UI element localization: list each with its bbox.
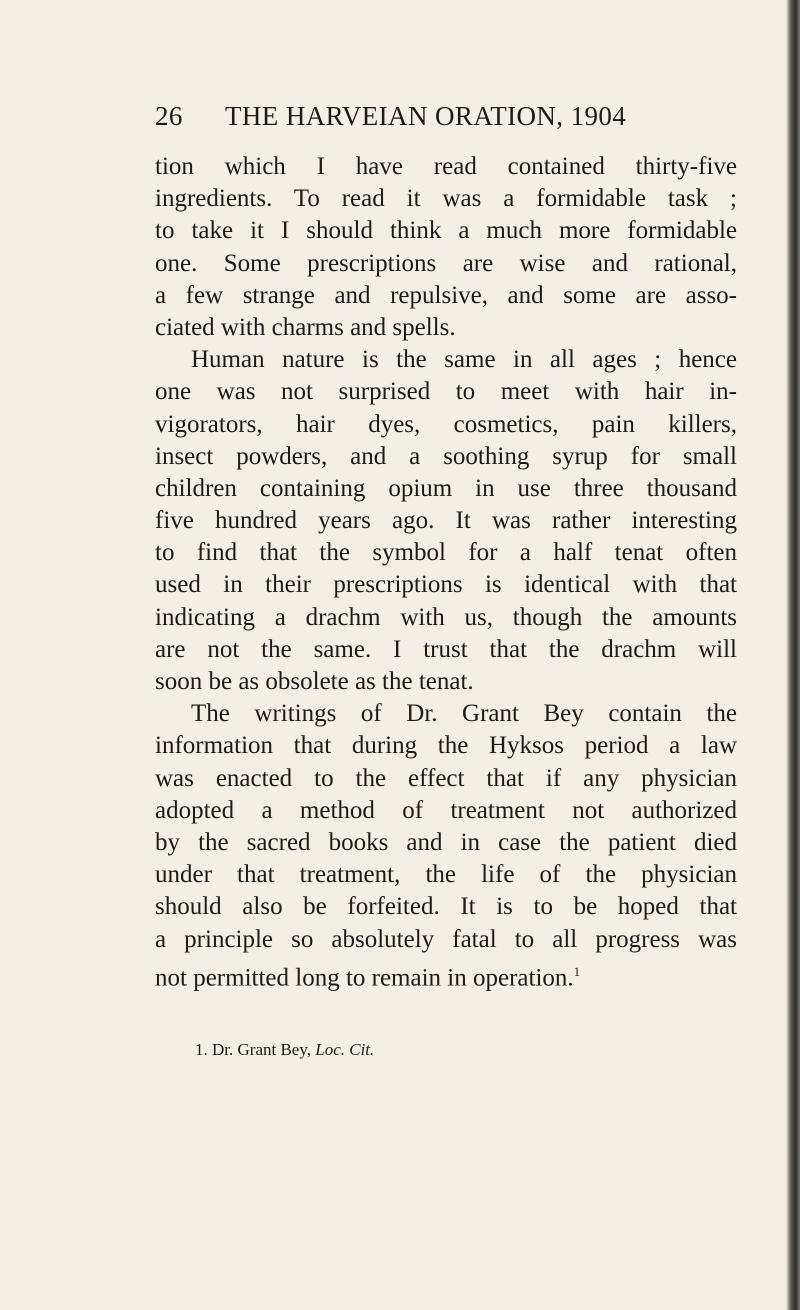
text-line: by the sacred books and in case the patient died [155, 828, 737, 856]
page-edge-shadow [786, 0, 800, 1310]
text-line: should also be forfeited. It is to be hoped that [155, 893, 737, 921]
text-line: five hundred years ago. It was rather interesting [155, 507, 737, 535]
text-line: a principle so absolutely fatal to all progress was [155, 925, 737, 953]
text-line: used in their prescriptions is identical with that [155, 571, 737, 599]
text-line: adopted a method of treatment not authorized [155, 796, 737, 824]
text-line: was enacted to the effect that if any physician [155, 764, 737, 792]
page-number: 26 [155, 101, 183, 131]
text-line: under that treatment, the life of the physician [155, 861, 737, 889]
text-line: ciated with charms and spells. [155, 313, 456, 341]
footnote-marker: 1 [573, 963, 581, 979]
text-line: vigorators, hair dyes, cosmetics, pain killers, [155, 410, 737, 438]
text-line: a few strange and repulsive, and some are asso- [155, 281, 737, 309]
text-line: to find that the symbol for a half tenat often [155, 539, 737, 567]
running-header [155, 101, 755, 141]
text-line: ingredients. To read it was a formidable task ; [155, 185, 737, 213]
text-line: not permitted long to remain in operation. [155, 964, 574, 992]
footnote-text: Dr. Grant Bey, [212, 1040, 311, 1059]
text-line: The writings of Dr. Grant Bey contain the [191, 700, 737, 728]
text-line: tion which I have read contained thirty-five [155, 153, 737, 180]
text-line: Human nature is the same in all ages ; hence [191, 346, 737, 374]
running-title: THE HARVEIAN ORATION, 1904 [225, 101, 627, 131]
text-line: one was not surprised to meet with hair in- [155, 378, 737, 406]
text-line: to take it I should think a much more formidable [155, 217, 737, 245]
text-line: soon be as obsolete as the tenat. [155, 668, 474, 695]
text-line: indicating a drachm with us, though the amounts [155, 603, 737, 631]
text-line: insect powders, and a soothing syrup for small [155, 442, 737, 470]
footnote-citation: Loc. Cit. [315, 1040, 375, 1059]
text-line: one. Some prescriptions are wise and rational, [155, 249, 737, 277]
text-line: are not the same. I trust that the drachm will [155, 635, 737, 663]
footnote [195, 1040, 374, 1060]
body-text [155, 151, 737, 992]
text-line-final [155, 956, 737, 992]
text-line: children containing opium in use three thousand [155, 474, 737, 502]
text-line: information that during the Hyksos period a law [155, 732, 737, 760]
footnote-number: 1. [195, 1040, 208, 1059]
